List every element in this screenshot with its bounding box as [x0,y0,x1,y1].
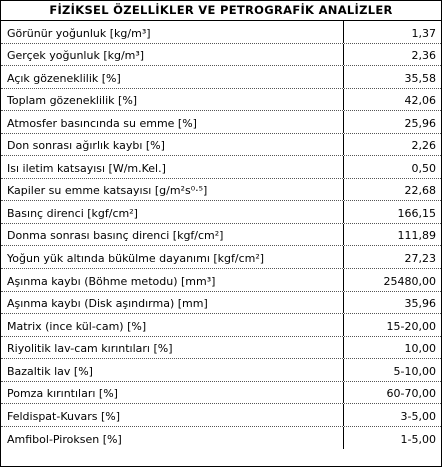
table-row [1,201,441,224]
property-value: 15-20,00 [386,319,436,333]
property-value: 60-70,00 [386,387,436,401]
property-value: 25,96 [404,116,436,130]
table-row [1,179,441,202]
property-value: 111,89 [397,229,436,243]
table-body [1,21,441,449]
table-row [1,111,441,134]
property-label: Atmosfer basıncında su emme [%] [1,111,344,133]
property-value: 10,00 [404,342,436,356]
table-row [1,21,441,44]
property-label: Matrix (ince kül-cam) [%] [1,314,344,336]
table-row [1,382,441,405]
property-label: Don sonrası ağırlık kaybı [%] [1,134,344,156]
property-label: Açık gözeneklilik [%] [1,66,344,88]
property-value: 42,06 [404,94,436,108]
property-value: 2,36 [411,49,436,63]
property-label: Aşınma kaybı (Disk aşındırma) [mm] [1,292,344,314]
property-label: Feldispat-Kuvars [%] [1,404,344,426]
property-label: Toplam gözeneklilik [%] [1,89,344,111]
property-value: 25480,00 [383,274,436,288]
property-label: Gerçek yoğunluk [kg/m³] [1,44,344,66]
table-row [1,292,441,315]
property-value: 166,15 [397,206,436,220]
property-label: Yoğun yük altında bükülme dayanımı [kgf/cm²] [1,246,344,268]
property-label: Görünür yoğunluk [kg/m³] [1,21,344,43]
table-row [1,314,441,337]
table-row [1,337,441,360]
property-value: 3-5,00 [400,409,436,423]
table-row [1,89,441,112]
property-label: Basınç direnci [kgf/cm²] [1,201,344,223]
table-row [1,359,441,382]
table-row [1,224,441,247]
table-row [1,156,441,179]
property-label: Donma sonrası basınç direnci [kgf/cm²] [1,224,344,246]
property-value: 27,23 [404,252,436,266]
table-row [1,246,441,269]
property-label: Amfibol-Piroksen [%] [1,427,344,450]
property-value: 1-5,00 [400,433,436,447]
property-label: Aşınma kaybı (Böhme metodu) [mm³] [1,269,344,291]
table-row [1,44,441,67]
table-row [1,404,441,427]
property-value: 1,37 [411,26,436,40]
table-row [1,427,441,450]
table-row [1,66,441,89]
property-value: 35,96 [404,297,436,311]
property-label: Isı iletim katsayısı [W/m.Kel.] [1,156,344,178]
table-title: FİZİKSEL ÖZELLİKLER VE PETROGRAFİK ANALİZLER [1,1,441,21]
table-row [1,134,441,157]
property-label: Riyolitik lav-cam kırıntıları [%] [1,337,344,359]
property-label: Bazaltik lav [%] [1,359,344,381]
property-value: 35,58 [404,71,436,85]
property-value: 0,50 [411,161,436,175]
property-value: 2,26 [411,139,436,153]
property-value: 22,68 [404,184,436,198]
property-label: Pomza kırıntıları [%] [1,382,344,404]
property-value: 5-10,00 [393,364,436,378]
table-row [1,269,441,292]
property-label: Kapiler su emme katsayısı [g/m²s⁰‧⁵] [1,179,344,201]
